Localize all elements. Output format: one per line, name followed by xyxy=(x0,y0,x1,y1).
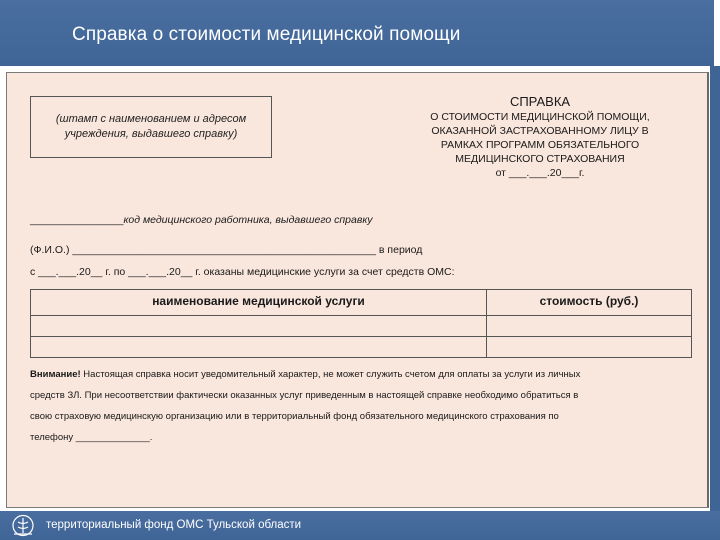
right-accent-strip xyxy=(710,66,720,511)
notice-line-3: свою страховую медицинскую организацию или в территориальный фонд обязательного медицинского страхования по xyxy=(30,411,559,422)
certificate-line-1: О СТОИМОСТИ МЕДИЦИНСКОЙ ПОМОЩИ, xyxy=(430,111,650,123)
worker-code-label: код медицинского работника, выдавшего справку xyxy=(123,214,373,226)
table-row xyxy=(31,316,692,337)
certificate-line-2: ОКАЗАННОЙ ЗАСТРАХОВАННОМУ ЛИЦУ В xyxy=(431,125,649,137)
period-line: с ___.___.20__ г. по ___.___.20__ г. оказаны медицинские услуги за счет средств ОМС: xyxy=(30,266,455,278)
fio-line: (Ф.И.О.) ____________________________________________________ в период xyxy=(30,244,423,256)
service-cost-header: стоимость (руб.) xyxy=(487,290,692,316)
certificate-date-line: от ___.___.20___г. xyxy=(495,167,585,179)
service-name-cell xyxy=(31,316,487,337)
services-table xyxy=(30,289,692,358)
services-table-header xyxy=(31,290,692,316)
footer-bar xyxy=(0,511,720,540)
service-name-cell xyxy=(31,337,487,358)
service-cost-cell xyxy=(487,337,692,358)
notice-text-1: Настоящая справка носит уведомительный характер, не может служить счетом для оплаты за услуги из личных xyxy=(80,369,581,380)
certificate-heading-block xyxy=(385,94,695,180)
notice-line-2: средств ЗЛ. При несоответствии фактически оказанных услуг приведенным в настоящей справке необходимо обратиться в xyxy=(30,390,579,401)
header-right-gap xyxy=(714,0,720,66)
tfoms-logo-icon xyxy=(8,513,38,538)
stamp-text: (штамп с наименованием и адресом учреждения, выдавшего справку) xyxy=(55,113,247,140)
certificate-line-3: РАМКАХ ПРОГРАММ ОБЯЗАТЕЛЬНОГО xyxy=(440,139,640,151)
certificate-heading: СПРАВКА xyxy=(509,94,571,109)
service-cost-cell xyxy=(487,316,692,337)
notice-line-1 xyxy=(30,364,690,385)
worker-code-blank: ________________ xyxy=(30,214,124,226)
worker-code-line xyxy=(30,214,373,226)
footer-text: территориальный фонд ОМС Тульской области xyxy=(46,519,302,531)
certificate-line-4: МЕДИЦИНСКОГО СТРАХОВАНИЯ xyxy=(455,153,625,165)
page-title: Справка о стоимости медицинской помощи xyxy=(72,24,461,45)
table-row xyxy=(31,337,692,358)
header-bar xyxy=(0,0,720,66)
notice-paragraph xyxy=(30,364,690,448)
stamp-box xyxy=(30,96,272,158)
notice-label: Внимание! xyxy=(30,369,81,380)
service-name-header: наименование медицинской услуги xyxy=(31,290,487,316)
notice-line-4: телефону ______________. xyxy=(30,432,153,443)
